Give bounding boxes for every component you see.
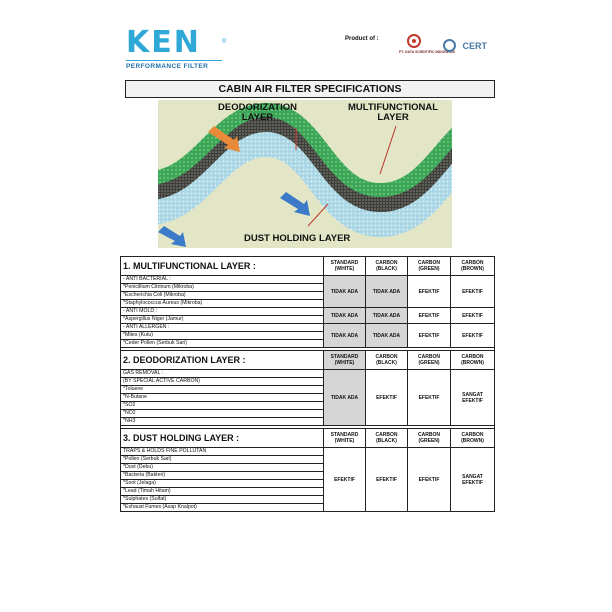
section-heading: 3. DUST HOLDING LAYER : — [121, 429, 324, 448]
item-list-cell — [121, 308, 324, 324]
rating-cell: EFEKTIF — [408, 370, 451, 426]
cert-ring-icon — [443, 39, 456, 52]
brand-name: KEN — [126, 25, 201, 60]
rating-cell: EFEKTIF — [366, 370, 408, 426]
list-item: *Lead (Timah Hitam) — [121, 488, 323, 496]
company-seal — [399, 34, 455, 54]
column-header: CARBON (BROWN) — [451, 429, 495, 448]
multifunctional-layer-label: MULTIFUNCTIONAL LAYER — [348, 102, 439, 123]
list-item: *Penicillium Citrinum (Mikroba) — [121, 284, 323, 292]
rating-cell: TIDAK ADA — [366, 276, 408, 308]
list-item: GAS REMOVAL : — [121, 370, 323, 378]
column-header: CARBON (GREEN) — [408, 429, 451, 448]
list-item: *Aspergillus Niger (Jamur) — [123, 316, 184, 322]
rating-cell: EFEKTIF — [451, 276, 495, 308]
table-row — [121, 276, 495, 308]
item-list-cell — [121, 276, 324, 308]
list-item: *N-Butane — [121, 394, 323, 402]
list-item: *Dust (Debu) — [121, 464, 323, 472]
seal-icon — [407, 34, 421, 48]
list-item: *Toluene — [121, 386, 323, 394]
list-item: *Pollen (Serbuk Sari) — [121, 456, 323, 464]
rating-cell: EFEKTIF — [408, 448, 451, 512]
product-of-label: Product of : — [345, 36, 379, 42]
certification-mark — [443, 37, 487, 55]
list-item: - ANTI BACTERIAL : — [121, 276, 323, 284]
column-header: CARBON (BLACK) — [366, 257, 408, 276]
table-row — [121, 448, 495, 512]
section-heading: 2. DEODORIZATION LAYER : — [121, 351, 324, 370]
rating-cell: SANGAT EFEKTIF — [451, 448, 495, 512]
list-item: *NO2 — [121, 410, 323, 418]
column-header: CARBON (BROWN) — [451, 257, 495, 276]
brand-tagline: PERFORMANCE FILTER — [126, 60, 222, 70]
column-header: CARBON (BLACK) — [366, 429, 408, 448]
registered-mark: ® — [222, 39, 227, 45]
rating-cell: TIDAK ADA — [324, 370, 366, 426]
list-item: *Escherichia Coli (Mikroba) — [121, 292, 323, 300]
section-heading: 1. MULTIFUNCTIONAL LAYER : — [121, 257, 324, 276]
item-list-cell — [121, 448, 324, 512]
airflow-arrow-blue-1 — [280, 192, 310, 216]
item-list-cell — [121, 370, 324, 426]
dust-holding-layer-label: DUST HOLDING LAYER — [244, 233, 351, 244]
column-header: CARBON (BLACK) — [366, 351, 408, 370]
list-item: *Bacteria (Bakteri) — [121, 472, 323, 480]
rating-cell: EFEKTIF — [408, 324, 451, 348]
section-header-row — [121, 351, 495, 370]
specifications-table — [120, 256, 495, 512]
column-header: STANDARD (WHITE) — [324, 257, 366, 276]
column-header: CARBON (GREEN) — [408, 257, 451, 276]
table-row — [121, 370, 495, 426]
rating-cell: EFEKTIF — [408, 276, 451, 308]
list-item: *Soot (Jelaga) — [121, 480, 323, 488]
list-item: (BY SPECIAL ACTIVE CARBON) — [121, 378, 323, 386]
list-item: *NH3 — [123, 418, 136, 424]
brand-logo — [126, 25, 236, 70]
company-seal-text: PT. DATA SCIENTIFIC INDONESIA — [399, 50, 455, 54]
rating-cell: EFEKTIF — [324, 448, 366, 512]
table-row — [121, 308, 495, 324]
rating-cell: EFEKTIF — [366, 448, 408, 512]
list-item: *Exhaust Fumes (Asap Knalpot) — [123, 504, 197, 510]
cert-text: CERT — [462, 40, 487, 51]
rating-cell: TIDAK ADA — [366, 324, 408, 348]
rating-cell: TIDAK ADA — [366, 308, 408, 324]
list-item: *Staphylococcus Aureus (Mikroba) — [123, 300, 203, 306]
column-header: CARBON (GREEN) — [408, 351, 451, 370]
airflow-arrow-blue-2 — [158, 226, 186, 247]
list-item: *Mites (Kutu) — [121, 332, 323, 340]
rating-cell: TIDAK ADA — [324, 276, 366, 308]
rating-cell: EFEKTIF — [451, 308, 495, 324]
filter-layer-diagram — [158, 100, 452, 248]
list-item: - ANTI MOLD : — [121, 308, 323, 316]
deodorization-layer-label: DEODORIZATION LAYER — [218, 102, 297, 123]
rating-cell: SANGAT EFEKTIF — [451, 370, 495, 426]
column-header: STANDARD (WHITE) — [324, 351, 366, 370]
rating-cell: EFEKTIF — [408, 308, 451, 324]
rating-cell: TIDAK ADA — [324, 308, 366, 324]
column-header: CARBON (BROWN) — [451, 351, 495, 370]
list-item: *Sulphates (Sulfat) — [121, 496, 323, 504]
list-item: *Ceder Pollen (Serbuk Sari) — [123, 340, 188, 346]
list-item: *SO2 — [121, 402, 323, 410]
list-item: TRAPS & HOLDS FINE POLLUTAN — [121, 448, 323, 456]
section-header-row — [121, 429, 495, 448]
rating-cell: EFEKTIF — [451, 324, 495, 348]
rating-cell: TIDAK ADA — [324, 324, 366, 348]
list-item: - ANTI ALLERGEN : — [121, 324, 323, 332]
column-header: STANDARD (WHITE) — [324, 429, 366, 448]
section-header-row — [121, 257, 495, 276]
table-row — [121, 324, 495, 348]
item-list-cell — [121, 324, 324, 348]
page-title: CABIN AIR FILTER SPECIFICATIONS — [125, 80, 495, 98]
